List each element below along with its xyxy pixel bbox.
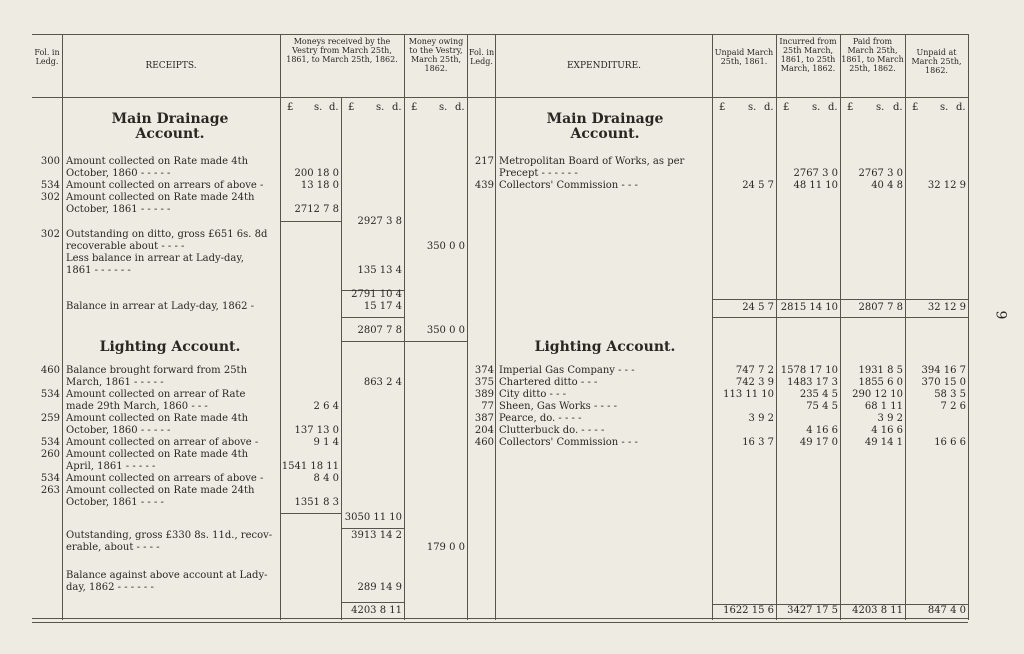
lsd-mark: s. [748,102,757,113]
entry-description: October, 1861 - - - - - [66,204,171,215]
page-number: 9 [992,310,1009,320]
lsd-mark: d. [828,102,838,113]
entry-description: Pearce, do. - - - - [499,413,582,424]
amount-received: 2712 7 8 [294,204,339,215]
entry-description: Balance in arrear at Lady-day, 1862 - [66,301,255,312]
header-receipts: RECEIPTS. [145,61,197,71]
lsd-mark: d. [764,102,774,113]
receipts-drainage-title: Main Drainage Account. [111,111,229,142]
amount-received: 9 1 4 [313,437,339,448]
amount-incurred: 75 4 5 [806,401,838,412]
sum-rule [281,221,341,222]
entry-description: October, 1860 - - - - - [66,425,171,436]
entry-description: Collectors' Commission - - - [499,437,638,448]
entry-description: Clutterbuck do. - - - - [499,425,605,436]
entry-description: March, 1861 - - - - - [66,377,164,388]
ledger-folio: 375 [474,377,494,388]
entry-description: April, 1861 - - - - - [66,461,156,472]
col-line [776,34,777,620]
amount-unpaid-1861: 24 5 7 [742,302,774,313]
amount-paid: 49 14 1 [864,437,903,448]
entry-description: Imperial Gas Company - - - [499,365,635,376]
amount-unpaid-1862: 7 2 6 [940,401,966,412]
lsd-mark: d. [392,102,402,113]
lsd-mark: £ [411,102,418,113]
entry-description: Balance brought forward from 25th [66,365,248,376]
amount-incurred: 49 17 0 [799,437,838,448]
entry-description: 1861 - - - - - - [66,265,131,276]
header-money-owing: Money owing to the Vestry, March 25th, 1862. [408,37,464,73]
col-line [467,34,468,620]
ledger-folio: 302 [40,229,60,240]
entry-description: Outstanding, gross £330 8s. 11d., recov- [66,530,273,541]
col-line [840,34,841,620]
ledger-folio: 259 [40,413,60,424]
amount-total: 3913 14 2 [351,530,402,541]
amount-total: 289 14 9 [357,582,402,593]
col-line [495,34,496,620]
amount-received: 2 6 4 [313,401,339,412]
amount-incurred: 4 16 6 [806,425,838,436]
amount-paid: 3 9 2 [877,413,903,424]
entry-description: Amount collected on arrears of above - [66,473,264,484]
amount-paid: 40 4 8 [871,180,903,191]
lsd-mark: s. [940,102,949,113]
ledger-folio: 77 [481,401,494,412]
ledger-folio: 534 [40,180,60,191]
col-line [905,34,906,620]
col-line [712,34,713,620]
entry-description: Balance against above account at Lady- [66,570,268,581]
amount-incurred: 235 4 5 [799,389,838,400]
entry-description: Amount collected on arrear of Rate [66,389,246,400]
entry-description: October, 1860 - - - - - [66,168,171,179]
amount-unpaid-1861: 16 3 7 [742,437,774,448]
amount-incurred: 3427 17 5 [787,605,838,616]
lsd-mark: s. [314,102,323,113]
entry-description: made 29th March, 1860 - - - [66,401,208,412]
lsd-mark: s. [439,102,448,113]
ledger-folio: 302 [40,192,60,203]
ledger-folio: 460 [40,365,60,376]
expenditure-drainage-title: Main Drainage Account. [546,111,664,142]
amount-owing: 179 0 0 [426,542,465,553]
ledger-folio: 439 [474,180,494,191]
lsd-mark: £ [719,102,726,113]
amount-unpaid-1861: 742 3 9 [735,377,774,388]
header-paid: Paid from March 25th, 1861, to March 25th, 1862. [841,37,904,73]
amount-paid: 2767 3 0 [858,168,903,179]
entry-description: City ditto - - - [499,389,567,400]
amount-unpaid-1861: 1622 15 6 [723,605,774,616]
entry-description: Chartered ditto - - - [499,377,598,388]
lsd-mark: £ [847,102,854,113]
amount-received: 1351 8 3 [294,497,339,508]
amount-paid: 1931 8 5 [858,365,903,376]
ledger-folio: 260 [40,449,60,460]
ledger-folio: 387 [474,413,494,424]
amount-unpaid-1862: 370 15 0 [921,377,966,388]
amount-received: 200 18 0 [294,168,339,179]
lsd-mark: £ [287,102,294,113]
ledger-folio: 217 [474,156,494,167]
amount-unpaid-1861: 113 11 10 [723,389,774,400]
amount-received: 13 18 0 [300,180,339,191]
entry-description: Amount collected on Rate made 24th [66,192,255,203]
ledger-folio: 460 [474,437,494,448]
entry-description: Metropolitan Board of Works, as per [499,156,685,167]
amount-paid: 1855 6 0 [858,377,903,388]
amount-incurred: 2815 14 10 [780,302,838,313]
amount-total: 4203 8 11 [351,605,402,616]
amount-total: 3050 11 10 [344,512,402,523]
amount-incurred: 48 11 10 [793,180,838,191]
header-incurred: Incurred from 25th March, 1861, to 25th March, 1862. [779,37,837,73]
entry-description: day, 1862 - - - - - - [66,582,154,593]
header-fol-right: Fol. in Ledg. [468,48,495,66]
entry-description: Amount collected on arrear of above - [66,437,259,448]
amount-total: 135 13 4 [357,265,402,276]
entry-description: Amount collected on Rate made 4th [66,413,249,424]
lsd-mark: £ [348,102,355,113]
col-line [280,34,281,620]
sum-rule [342,317,404,318]
amount-unpaid-1861: 3 9 2 [748,413,774,424]
amount-total: 2791 10 4 [351,289,402,300]
amount-unpaid-1862: 16 6 6 [934,437,966,448]
header-moneys-received: Moneys received by the Vestry from March 25th, 1861, to March 25th, 1862. [286,37,398,64]
top-rule [32,34,968,35]
amount-unpaid-1862: 394 16 7 [921,365,966,376]
entry-description: Less balance in arrear at Lady-day, [66,253,244,264]
lsd-mark: s. [812,102,821,113]
amount-incurred: 2767 3 0 [793,168,838,179]
col-line [968,34,969,620]
amount-total: 2927 3 8 [357,216,402,227]
header-expenditure: EXPENDITURE. [566,61,642,71]
ledger-folio: 534 [40,437,60,448]
header-unpaid-1861: Unpaid March 25th, 1861. [714,48,774,66]
ledger-folio: 534 [40,473,60,484]
ledger-folio: 204 [474,425,494,436]
amount-unpaid-1862: 32 12 9 [927,302,966,313]
header-fol-left: Fol. in Ledg. [34,48,60,66]
lsd-mark: s. [376,102,385,113]
ledger-folio: 389 [474,389,494,400]
amount-incurred: 1483 17 3 [787,377,838,388]
col-line [341,97,342,620]
header-unpaid-1862: Unpaid at March 25th, 1862. [911,48,962,75]
amount-paid: 290 12 10 [852,389,903,400]
amount-total: 15 17 4 [363,301,402,312]
lsd-mark: £ [783,102,790,113]
amount-paid: 2807 7 8 [858,302,903,313]
amount-unpaid-1861: 747 7 2 [735,365,774,376]
amount-paid: 68 1 11 [864,401,903,412]
lsd-mark: s. [876,102,885,113]
sum-rule [342,528,404,529]
amount-paid: 4 16 6 [871,425,903,436]
entry-description: Outstanding on ditto, gross £651 6s. 8d [66,229,268,240]
entry-description: Amount collected on Rate made 24th [66,485,255,496]
amount-total: 863 2 4 [363,377,402,388]
lsd-mark: d. [893,102,903,113]
amount-received: 1541 18 11 [281,461,339,472]
amount-unpaid-1862: 58 3 5 [934,389,966,400]
lsd-mark: £ [912,102,919,113]
amount-owing: 350 0 0 [426,325,465,336]
lsd-mark: d. [329,102,339,113]
lsd-mark: d. [956,102,966,113]
ledger-folio: 300 [40,156,60,167]
amount-received: 137 13 0 [294,425,339,436]
amount-paid: 4203 8 11 [852,605,903,616]
header-rule [32,97,968,98]
amount-received: 8 4 0 [313,473,339,484]
lsd-mark: d. [455,102,465,113]
bottom-rule [32,618,968,623]
amount-incurred: 1578 17 10 [780,365,838,376]
sum-rule [281,513,341,514]
entry-description: October, 1861 - - - - [66,497,164,508]
amount-owing: 350 0 0 [426,241,465,252]
amount-unpaid-1861: 24 5 7 [742,180,774,191]
expenditure-lighting-title: Lighting Account. [534,339,676,355]
amount-unpaid-1862: 32 12 9 [927,180,966,191]
col-line [62,34,63,620]
entry-description: Precept - - - - - - [499,168,578,179]
entry-description: recoverable about - - - - [66,241,185,252]
receipts-lighting-title: Lighting Account. [99,339,241,355]
amount-total: 2807 7 8 [357,325,402,336]
entry-description: Amount collected on Rate made 4th [66,156,249,167]
sum-rule [713,299,968,300]
ledger-folio: 374 [474,365,494,376]
entry-description: Amount collected on Rate made 4th [66,449,249,460]
ledger-folio: 534 [40,389,60,400]
sum-rule [342,341,468,342]
amount-unpaid-1862: 847 4 0 [927,605,966,616]
sum-rule [342,602,404,603]
entry-description: Sheen, Gas Works - - - - [499,401,618,412]
entry-description: erable, about - - - - [66,542,160,553]
ledger-folio: 263 [40,485,60,496]
entry-description: Amount collected on arrears of above - [66,180,264,191]
sum-rule [713,317,968,318]
entry-description: Collectors' Commission - - - [499,180,638,191]
